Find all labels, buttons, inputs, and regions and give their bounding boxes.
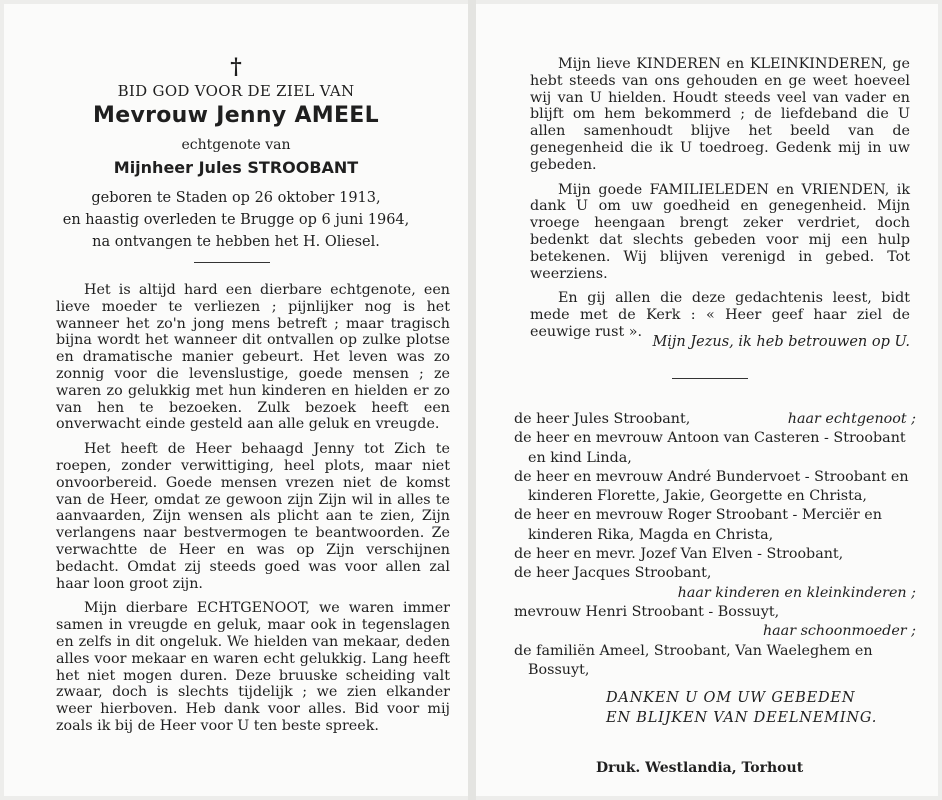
paragraph: Het is altijd hard een dierbare echtgenote, een lieve moeder te verliezen ; pijnlijker nog is het wanneer het zo'n jong mens betreft ; maar tragisch bijna wordt het wanneer dit ontvallen op zulke plotse en dramatische manier gebeurt. Het leven was zo zonnig voor die levenslustige, goede mensen ; ze waren zo gelukkig met hun kinderen en hielden er zo van hen te bezoeken. Zulk bezoek heeft een onverwacht einde gesteld aan alle geluk en vreugde. [56,282,450,433]
paragraph: Mijn lieve KINDEREN en KLEINKINDEREN, ge hebt steeds van ons gehouden en ge weet hoeveel wij van U hielden. Houdt steeds veel van vader en blijft om hem bekommerd ; de liefdeband die U allen samenhoudt blijve het beeld van de genegenheid die ik U toedroeg. Gedenk mij in uw gebeden. [530,56,910,173]
motto: Mijn Jezus, ik heb betrouwen op U. [652,334,910,350]
thanks-note [606,688,906,728]
list-item: de heer en mevrouw Roger Stroobant - Merciër en kinderen Rika, Magda en Christa, [514,507,882,543]
paragraph: Het heeft de Heer behaagd Jenny tot Zich te roepen, zonder verwittiging, heel plots, maar niet onvoorbereid. Goede mensen vrezen niet de komst van de Heer, omdat ze gewoon zijn Zijn wil in alles te aanvaarden, Zijn wensen als plicht aan te zien, Zijn verlangens naar bestvermogen te beantwoorden. Ze verwachtte de Heer en was op Zijn verschijnen bedacht. Omdat zij steeds goed was voor allen zal haar loon groot zijn. [56,441,450,592]
list-item: de heer Jules Stroobant, haar echtgenoot ; [514,410,916,429]
sacrament-line: na ontvangen te hebben het H. Oliesel. [92,234,380,250]
family-role: haar schoonmoeder ; [762,623,916,640]
left-text [56,282,450,743]
birth-death-info [4,187,468,253]
list-item: de heer en mevr. Jozef Van Elven - Stroobant, [514,546,844,563]
right-text [530,56,910,349]
death-line: en haastig overleden te Brugge op 6 juni 1964, [62,212,410,228]
paragraph: Mijn dierbare ECHTGENOOT, we waren immer samen in vreugde en geluk, maar ook in tegenslagen en zelfs in dit ongeluk. We hielden van mekaar, deden alles voor mekaar en waren echt gelukkig. Lang heeft het niet mogen duren. Deze bruuske scheiding valt zwaar, doch is slechts tijdelijk ; we zien elkander weer hierboven. Heb dank voor alles. Bid voor mij zoals ik bij de Heer voor U ten beste spreek. [56,600,450,734]
divider [194,262,270,263]
left-page [4,4,468,796]
family-role: haar kinderen en kleinkinderen ; [677,584,916,601]
cross-icon: † [230,54,242,80]
divider [672,378,748,379]
paragraph: En gij allen die deze gedachtenis leest, bidt mede met de Kerk : « Heer geef haar ziel de eeuwige rust ». [530,290,910,340]
list-item: mevrouw Henri Stroobant - Bossuyt, haar schoonmoeder ; [514,603,916,642]
list-item: de heer Jacques Stroobant, haar kinderen en kleinkinderen ; [514,564,916,603]
paragraph: Mijn goede FAMILIELEDEN en VRIENDEN, ik dank U om uw goedheid en genegenheid. Mijn vroege heengaan brengt zeker verdriet, doch bedenkt dat slechts gebeden voor mij een hulp betekenen. Wij blijven verenigd in gebed. Tot weerziens. [530,181,910,282]
thanks-line: DANKEN U OM UW GEBEDEN [606,690,856,706]
family-role: haar echtgenoot ; [787,411,916,427]
list-item: de heer en mevrouw Antoon van Casteren - Stroobant en kind Linda, [514,430,906,466]
card-fold [468,0,476,800]
list-item: de heer en mevrouw André Bundervoet - Stroobant en kinderen Florette, Jakie, Georgette en Christa, [514,468,909,505]
spouse-label: echtgenote van [181,137,291,153]
deceased-name: Mevrouw Jenny AMEEL [93,103,379,128]
printer-credit: Druk. Westlandia, Torhout [596,760,804,776]
family-list [514,410,916,680]
birth-line: geboren te Staden op 26 oktober 1913, [91,190,381,206]
thanks-line: EN BLIJKEN VAN DEELNEMING. [606,710,878,726]
husband-name: Mijnheer Jules STROOBANT [113,158,359,177]
prayer-heading: BID GOD VOOR DE ZIEL VAN [117,82,355,100]
right-page [476,4,938,796]
list-item: de familiën Ameel, Stroobant, Van Waeleghem en Bossuyt, [514,642,873,678]
